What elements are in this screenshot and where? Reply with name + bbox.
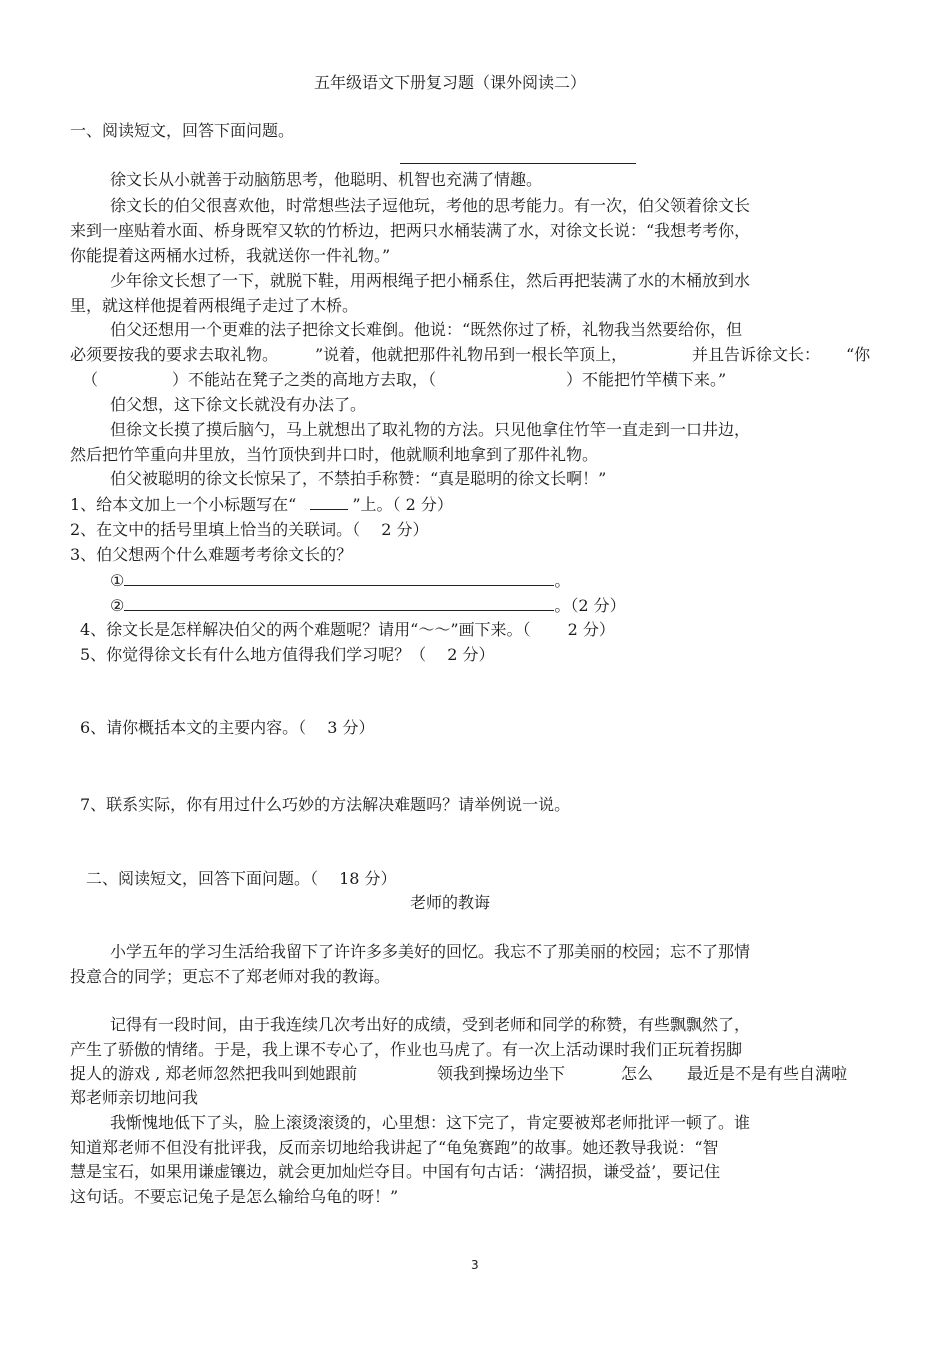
passage2-line: 郑老师亲切地问我: [70, 1088, 199, 1107]
section1-heading: 一、阅读短文，回答下面问题。: [70, 121, 295, 140]
answer-line-1: ① 。: [110, 571, 571, 590]
passage2-line: 这句话。不要忘记兔子是怎么输给乌龟的呀！”: [70, 1187, 399, 1206]
passage2-line: 小学五年的学习生活给我留下了许许多多美好的回忆。我忘不了那美丽的校园；忘不了那情: [110, 942, 751, 961]
passage1-line: ”说着，他就把那件礼物吊到一根长竿顶上，: [315, 345, 628, 364]
question-5: 5、你觉得徐文长有什么地方值得我们学习呢？（ 2 分）: [80, 645, 495, 664]
question-7: 7、联系实际，你有用过什么巧妙的方法解决难题吗？请举例说一说。: [80, 795, 571, 814]
passage1-line: ）不能把竹竿横下来。”: [566, 370, 727, 389]
passage2-line: 最近是不是有些自满啦: [687, 1064, 848, 1083]
answer-blank[interactable]: [124, 595, 554, 611]
page-number: 3: [471, 1258, 479, 1272]
page-title: 五年级语文下册复习题（课外阅读二）: [314, 73, 587, 92]
section2-heading: 二、阅读短文，回答下面问题。（ 18 分）: [86, 869, 397, 888]
passage1-line: 来到一座贴着水面、桥身既窄又软的竹桥边，把两只水桶装满了水，对徐文长说：“我想考考你，: [70, 221, 751, 240]
passage1-line: 伯父想，这下徐文长就没有办法了。: [110, 395, 367, 414]
passage2-line: 慧是宝石，如果用谦虚镶边，就会更加灿烂夺目。中国有句古话：‘满招损，谦受益’，要记住: [70, 1162, 721, 1181]
title-blank-line: [400, 163, 636, 164]
passage1-line: 里，就这样他提着两根绳子走过了木桥。: [70, 296, 359, 315]
passage1-line: ）不能站在凳子之类的高地方去取，（: [172, 370, 437, 389]
passage2-line: 产生了骄傲的情绪。于是，我上课不专心了，作业也马虎了。有一次上活动课时我们正玩着拐脚: [70, 1040, 743, 1059]
passage1-line: 但徐文长摸了摸后脑勺，马上就想出了取礼物的方法。只见他拿住竹竿一直走到一口井边，: [110, 420, 751, 439]
question-6: 6、请你概括本文的主要内容。（ 3 分）: [80, 718, 375, 737]
passage1-line: 徐文长从小就善于动脑筋思考，他聪明、机智也充满了情趣。: [110, 170, 543, 189]
passage2-line: 我惭愧地低下了头，脸上滚烫滚烫的，心里想：这下完了，肯定要被郑老师批评一顿了。谁: [110, 1113, 751, 1132]
passage1-line: （: [82, 370, 99, 389]
answer-line-2: ② 。（2 分）: [110, 596, 626, 615]
passage2-line: 领我到操场边坐下: [437, 1064, 566, 1083]
passage1-line: 并且告诉徐文长：: [692, 345, 821, 364]
passage1-line: 然后把竹竿重向井里放，当竹顶快到井口时，他就顺利地拿到了那件礼物。: [70, 445, 599, 464]
question-1: 1、给本文加上一个小标题写在“ ”上。（ 2 分）: [70, 495, 453, 514]
passage1-line: 少年徐文长想了一下，就脱下鞋，用两根绳子把小桶系住，然后再把装满了水的木桶放到水: [110, 271, 751, 290]
passage1-line: 伯父还想用一个更难的法子把徐文长难倒。他说：“既然你过了桥，礼物我当然要给你，但: [110, 320, 743, 339]
passage1-line: 必须要按我的要求去取礼物。: [70, 345, 279, 364]
passage2-line: 投意合的同学；更忘不了郑老师对我的教诲。: [70, 967, 391, 986]
question-2: 2、在文中的括号里填上恰当的关联词。（ 2 分）: [70, 520, 429, 539]
passage2-line: 记得有一段时间，由于我连续几次考出好的成绩，受到老师和同学的称赞，有些飘飘然了，: [110, 1015, 751, 1034]
question-4: 4、徐文长是怎样解决伯父的两个难题呢？请用“～～”画下来。（ 2 分）: [80, 620, 615, 639]
passage1-line: 你能提着这两桶水过桥，我就送你一件礼物。”: [70, 246, 391, 265]
question-3: 3、伯父想两个什么难题考考徐文长的？: [70, 545, 353, 564]
passage1-line: “你: [846, 345, 871, 364]
passage2-title: 老师的教诲: [410, 893, 491, 912]
passage2-line: 知道郑老师不但没有批评我，反而亲切地给我讲起了“龟兔赛跑”的故事。她还教导我说：“智: [70, 1138, 719, 1157]
answer-blank[interactable]: [310, 494, 348, 510]
passage1-line: 伯父被聪明的徐文长惊呆了，不禁拍手称赞：“真是聪明的徐文长啊！”: [110, 469, 607, 488]
passage2-line: 怎么: [621, 1064, 654, 1083]
answer-blank[interactable]: [124, 570, 554, 586]
passage2-line: 捉人的游戏 , 郑老师忽然把我叫到她跟前: [70, 1064, 358, 1083]
passage1-line: 徐文长的伯父很喜欢他，时常想些法子逗他玩，考他的思考能力。有一次，伯父领着徐文长: [110, 196, 751, 215]
